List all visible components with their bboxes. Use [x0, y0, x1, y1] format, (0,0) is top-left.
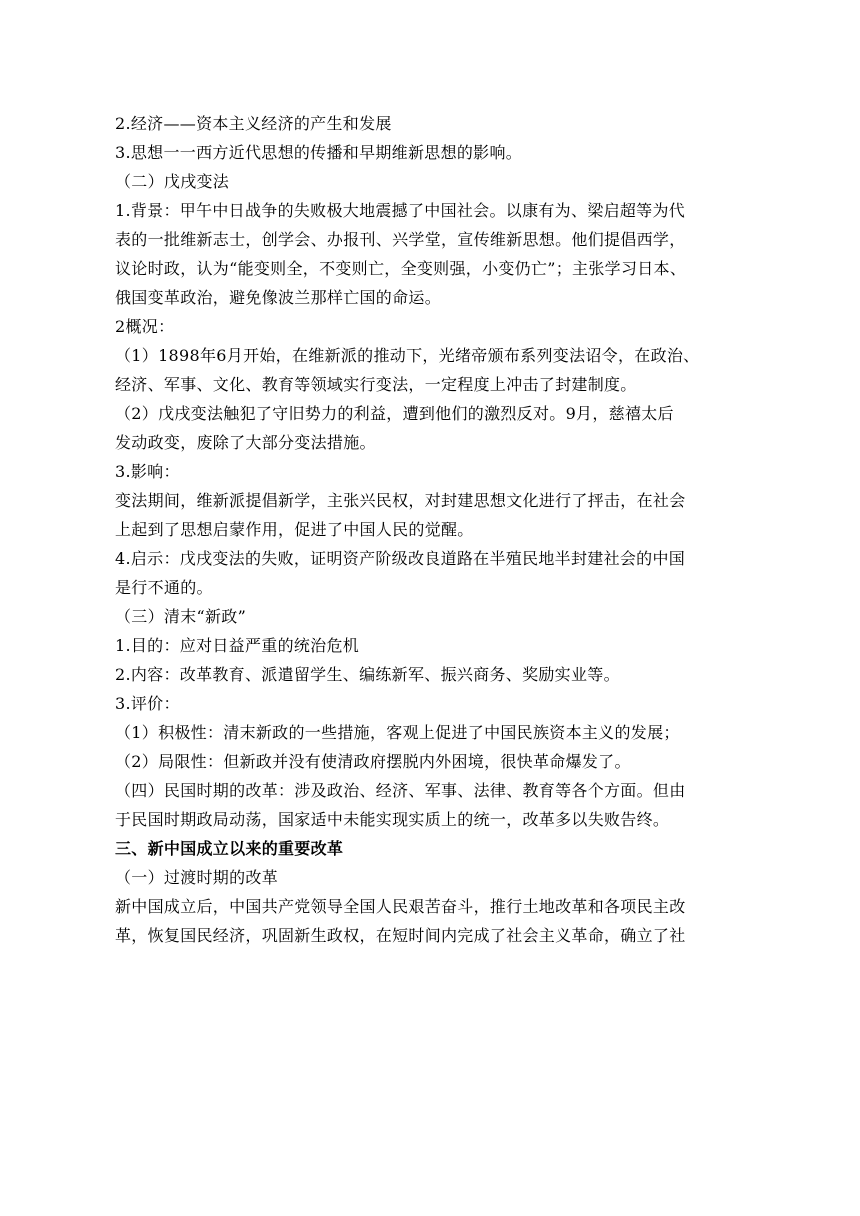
text-line: 3.思想一一西方近代思想的传播和早期维新思想的影响。	[115, 143, 523, 162]
text-line: 2.内容：改革教育、派遣留学生、编练新军、振兴商务、奖励实业等。	[115, 665, 620, 684]
text-line: 新中国成立后，中国共产党领导全国人民艰苦奋斗，推行土地改革和各项民主改	[115, 897, 686, 916]
text-line: 3.影响：	[115, 462, 180, 481]
text-line: 4.启示：戊戌变法的失败，证明资产阶级改良道路在半殖民地半封建社会的中国	[115, 549, 686, 568]
text-line: 经济、军事、文化、教育等领域实行变法，一定程度上冲击了封建制度。	[115, 375, 637, 394]
text-line: 1.背景：甲午中日战争的失败极大地震撼了中国社会。以康有为、梁启超等为代	[115, 201, 686, 220]
text-line: （2）局限性：但新政并没有使清政府摆脱内外困境，很快革命爆发了。	[115, 752, 631, 771]
section-subheading: （三）清末“新政”	[115, 607, 247, 626]
text-line: （1）1898年6月开始，在维新派的推动下，光绪帝颁布系列变法诏令，在政治、	[115, 346, 700, 365]
text-line: 议论时政，认为“能变则全，不变则亡，全变则强，小变仍亡”；主张学习日本、	[115, 259, 687, 278]
text-line: （四）民国时期的改革：涉及政治、经济、军事、法律、教育等各个方面。但由	[115, 781, 686, 800]
text-line: 上起到了思想启蒙作用，促进了中国人民的觉醒。	[115, 520, 474, 539]
section-subheading: （一）过渡时期的改革	[115, 868, 279, 887]
text-line: 3.评价：	[115, 694, 180, 713]
text-line: 于民国时期政局动荡，国家适中未能实现实质上的统一，改革多以失败告终。	[115, 810, 670, 829]
text-line: 俄国变革政治，避免像波兰那样亡国的命运。	[115, 288, 442, 307]
text-line: 表的一批维新志士，创学会、办报刊、兴学堂，宣传维新思想。他们提倡西学，	[115, 230, 686, 249]
text-line: 2概况：	[115, 317, 175, 336]
text-line: （1）积极性：清末新政的一些措施，客观上促进了中国民族资本主义的发展；	[115, 723, 680, 742]
text-line: 变法期间，维新派提倡新学，主张兴民权，对封建思想文化进行了抨击，在社会	[115, 491, 686, 510]
text-line: （2）戊戌变法触犯了守旧势力的利益，遭到他们的激烈反对。9月，慈禧太后	[115, 404, 674, 423]
section-subheading: （二）戊戌变法	[115, 172, 230, 191]
text-line: 是行不通的。	[115, 578, 213, 597]
section-heading: 三、新中国成立以来的重要改革	[115, 839, 344, 858]
text-line: 发动政变，废除了大部分变法措施。	[115, 433, 376, 452]
text-line: 革，恢复国民经济，巩固新生政权，在短时间内完成了社会主义革命，确立了社	[115, 926, 686, 945]
text-line: 2.经济——资本主义经济的产生和发展	[115, 114, 392, 133]
text-line: 1.目的：应对日益严重的统治危机	[115, 636, 360, 655]
document-body	[115, 109, 745, 950]
